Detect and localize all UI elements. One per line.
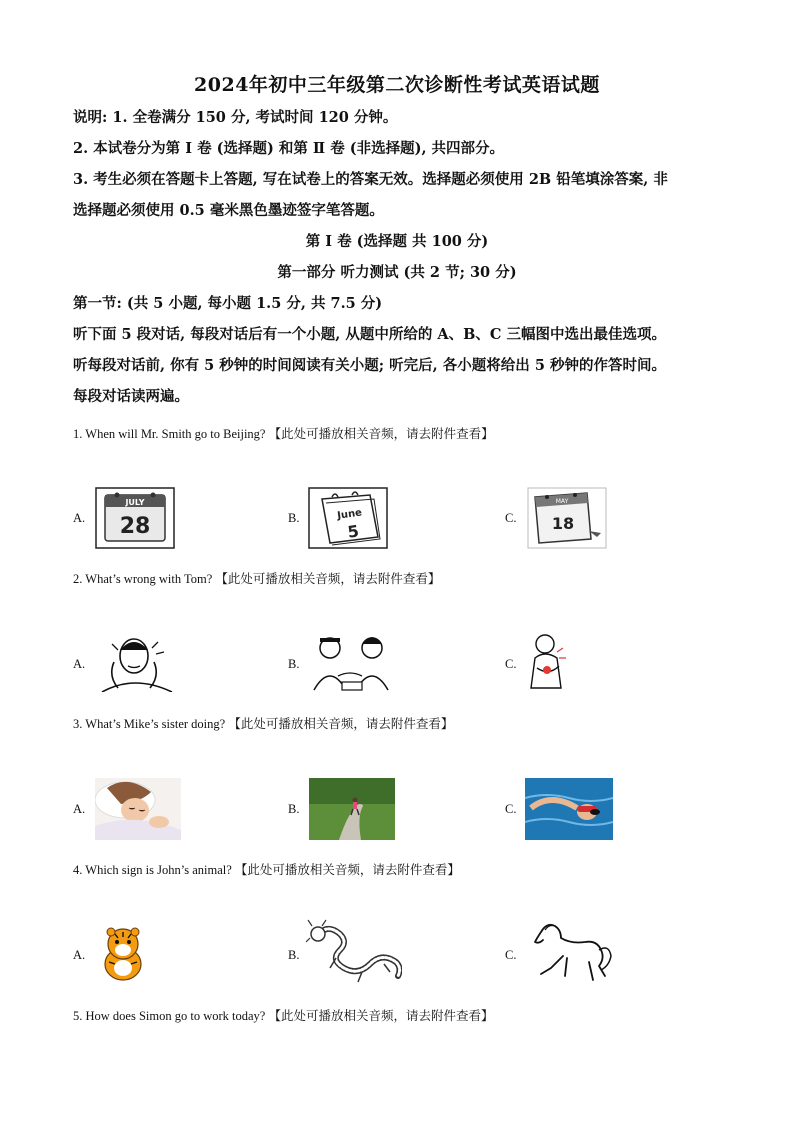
calendar-day: 28 — [119, 514, 151, 539]
question-3 — [73, 714, 453, 732]
option-label[interactable]: C. — [505, 657, 517, 671]
option-label[interactable]: A. — [73, 657, 86, 671]
option-label[interactable]: B. — [288, 948, 300, 962]
instruction-1: 听下面 5 段对话, 每段对话后有一个小题, 从题中所给的 A、B、C 三幅图中选出最佳选项。 — [73, 326, 667, 343]
dragon-illustration[interactable] — [306, 918, 402, 986]
question-text: 1. When will Mr. Smith go to Beijing? — [73, 427, 266, 441]
option-label[interactable]: A. — [73, 511, 86, 525]
section-heading: 第一节: (共 5 小题, 每小题 1.5 分, 共 7.5 分) — [73, 295, 383, 312]
question-text: 5. How does Simon go to work today? — [73, 1009, 266, 1023]
calendar-month: MAY — [555, 498, 569, 505]
stomachache-illustration[interactable] — [527, 632, 577, 692]
calendar-month: June — [336, 507, 363, 522]
swimming-photo[interactable] — [525, 778, 613, 840]
calendar-icon[interactable] — [527, 487, 607, 549]
calendar-icon[interactable] — [95, 487, 175, 549]
question-text: 3. What’s Mike’s sister doing? — [73, 717, 226, 731]
question-5 — [73, 1006, 494, 1024]
question-text: 4. Which sign is John’s animal? — [73, 863, 232, 877]
option-label[interactable]: A. — [73, 948, 86, 962]
horse-illustration[interactable] — [527, 920, 613, 986]
volume-heading: 第 Ⅰ 卷 (选择题 共 100 分) — [305, 233, 489, 250]
calendar-day: 5 — [346, 521, 361, 542]
audio-note[interactable]: 【此处可播放相关音频，请去附件查看】 — [268, 426, 494, 441]
doctor-patient-illustration[interactable] — [308, 632, 396, 692]
running-photo[interactable] — [309, 778, 395, 840]
calendar-month: JULY — [125, 498, 145, 507]
note-4: 选择题必须使用 0.5 毫米黑色墨迹签字笔答题。 — [73, 202, 384, 219]
question-4 — [73, 860, 460, 878]
audio-note[interactable]: 【此处可播放相关音频，请去附件查看】 — [215, 571, 441, 586]
audio-note[interactable]: 【此处可播放相关音频，请去附件查看】 — [234, 862, 460, 877]
audio-note[interactable]: 【此处可播放相关音频，请去附件查看】 — [268, 1008, 494, 1023]
option-label[interactable]: C. — [505, 802, 517, 816]
instruction-2: 听每段对话前, 你有 5 秒钟的时间阅读有关小题; 听完后, 各小题将给出 5 秒钟的作答时间。 — [73, 357, 666, 374]
option-label[interactable]: B. — [288, 511, 300, 525]
option-label[interactable]: C. — [505, 511, 517, 525]
option-label[interactable]: C. — [505, 948, 517, 962]
option-label[interactable]: B. — [288, 802, 300, 816]
sleeping-girl-photo[interactable] — [95, 778, 181, 840]
note-3: 3. 考生必须在答题卡上答题, 写在试卷上的答案无效。选择题必须使用 2B 铅笔填涂答案, 非 — [73, 171, 668, 188]
headache-illustration[interactable] — [96, 632, 176, 692]
page-title: 2024年初中三年级第二次诊断性考试英语试题 — [194, 74, 600, 96]
part-heading: 第一部分 听力测试 (共 2 节; 30 分) — [277, 264, 517, 281]
calendar-day: 18 — [551, 514, 575, 533]
audio-note[interactable]: 【此处可播放相关音频，请去附件查看】 — [228, 716, 454, 731]
question-1 — [73, 424, 494, 442]
tiger-illustration[interactable] — [95, 924, 151, 984]
instruction-3: 每段对话读两遍。 — [73, 388, 189, 405]
question-2 — [73, 569, 440, 587]
question-text: 2. What’s wrong with Tom? — [73, 572, 213, 586]
note-1: 说明: 1. 全卷满分 150 分, 考试时间 120 分钟。 — [73, 109, 398, 126]
option-label[interactable]: B. — [288, 657, 300, 671]
note-2: 2. 本试卷分为第 Ⅰ 卷 (选择题) 和第 Ⅱ 卷 (非选择题), 共四部分。 — [73, 140, 505, 157]
option-label[interactable]: A. — [73, 802, 86, 816]
calendar-icon[interactable] — [308, 487, 388, 549]
